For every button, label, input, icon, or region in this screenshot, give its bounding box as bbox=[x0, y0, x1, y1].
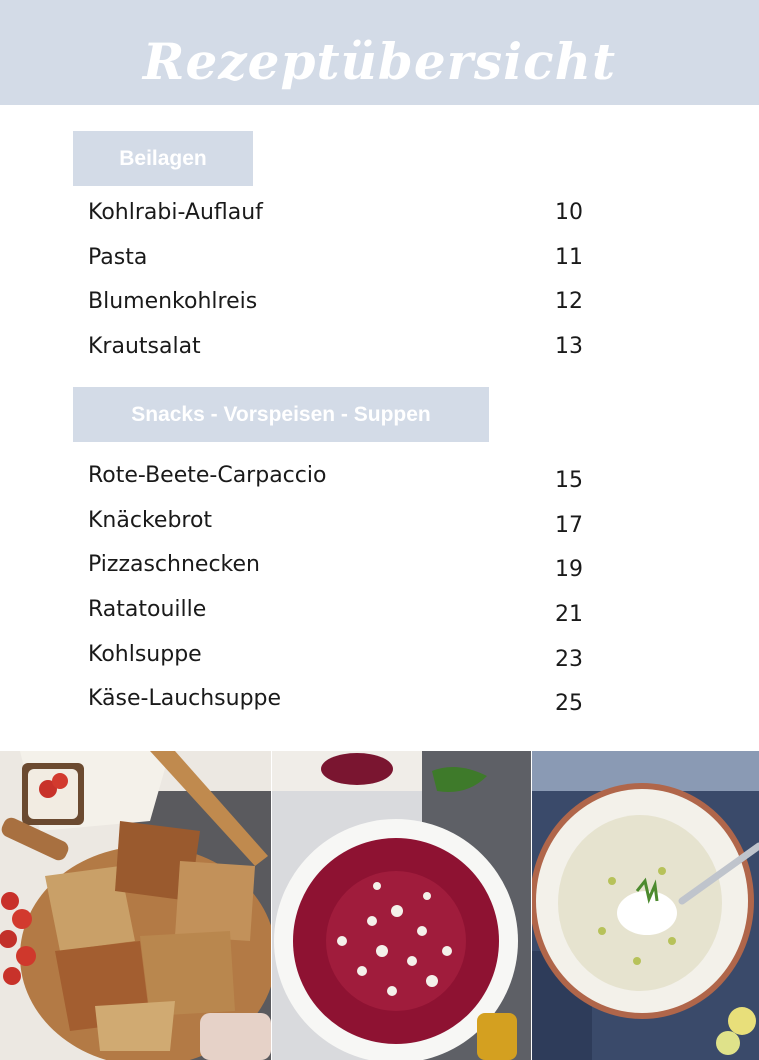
recipe-page-number: 21 bbox=[555, 602, 583, 627]
recipe-page-number: 12 bbox=[555, 289, 583, 314]
recipe-entry bbox=[88, 552, 588, 582]
recipe-name: Pizzaschnecken bbox=[88, 552, 260, 577]
recipe-page-number: 10 bbox=[555, 200, 583, 225]
recipe-name: Rote-Beete-Carpaccio bbox=[88, 463, 327, 488]
recipe-entry bbox=[88, 597, 588, 627]
recipe-entry bbox=[88, 508, 588, 538]
recipe-name: Kohlrabi-Auflauf bbox=[88, 200, 263, 225]
recipe-page-number: 17 bbox=[555, 513, 583, 538]
recipe-page-number: 25 bbox=[555, 691, 583, 716]
header-banner bbox=[0, 0, 759, 105]
recipe-name: Krautsalat bbox=[88, 334, 201, 359]
recipe-name: Blumenkohlreis bbox=[88, 289, 258, 314]
recipe-entry bbox=[88, 463, 588, 493]
recipe-entry bbox=[88, 245, 588, 275]
recipe-entry bbox=[88, 200, 588, 230]
recipe-page-number: 15 bbox=[555, 468, 583, 493]
section-heading-beilagen: Beilagen bbox=[73, 131, 253, 186]
recipe-page-number: 23 bbox=[555, 647, 583, 672]
recipe-entry bbox=[88, 642, 588, 672]
recipe-name: Knäckebrot bbox=[88, 508, 213, 533]
knaeckebrot-photo bbox=[0, 751, 271, 1060]
rote-beete-carpaccio-photo bbox=[272, 751, 531, 1060]
section-heading-snacks: Snacks - Vorspeisen - Suppen bbox=[73, 387, 489, 442]
recipe-name: Ratatouille bbox=[88, 597, 207, 622]
recipe-entry bbox=[88, 334, 588, 364]
page-title: Rezeptübersicht bbox=[142, 32, 617, 91]
recipe-entry bbox=[88, 289, 588, 319]
recipe-name: Kohlsuppe bbox=[88, 642, 202, 667]
kaese-lauchsuppe-photo bbox=[532, 751, 759, 1060]
recipe-page-number: 13 bbox=[555, 334, 583, 359]
recipe-page-number: 19 bbox=[555, 557, 583, 582]
recipe-name: Käse-Lauchsuppe bbox=[88, 686, 282, 711]
recipe-name: Pasta bbox=[88, 245, 148, 270]
recipe-page-number: 11 bbox=[555, 245, 583, 270]
recipe-entry bbox=[88, 686, 588, 716]
